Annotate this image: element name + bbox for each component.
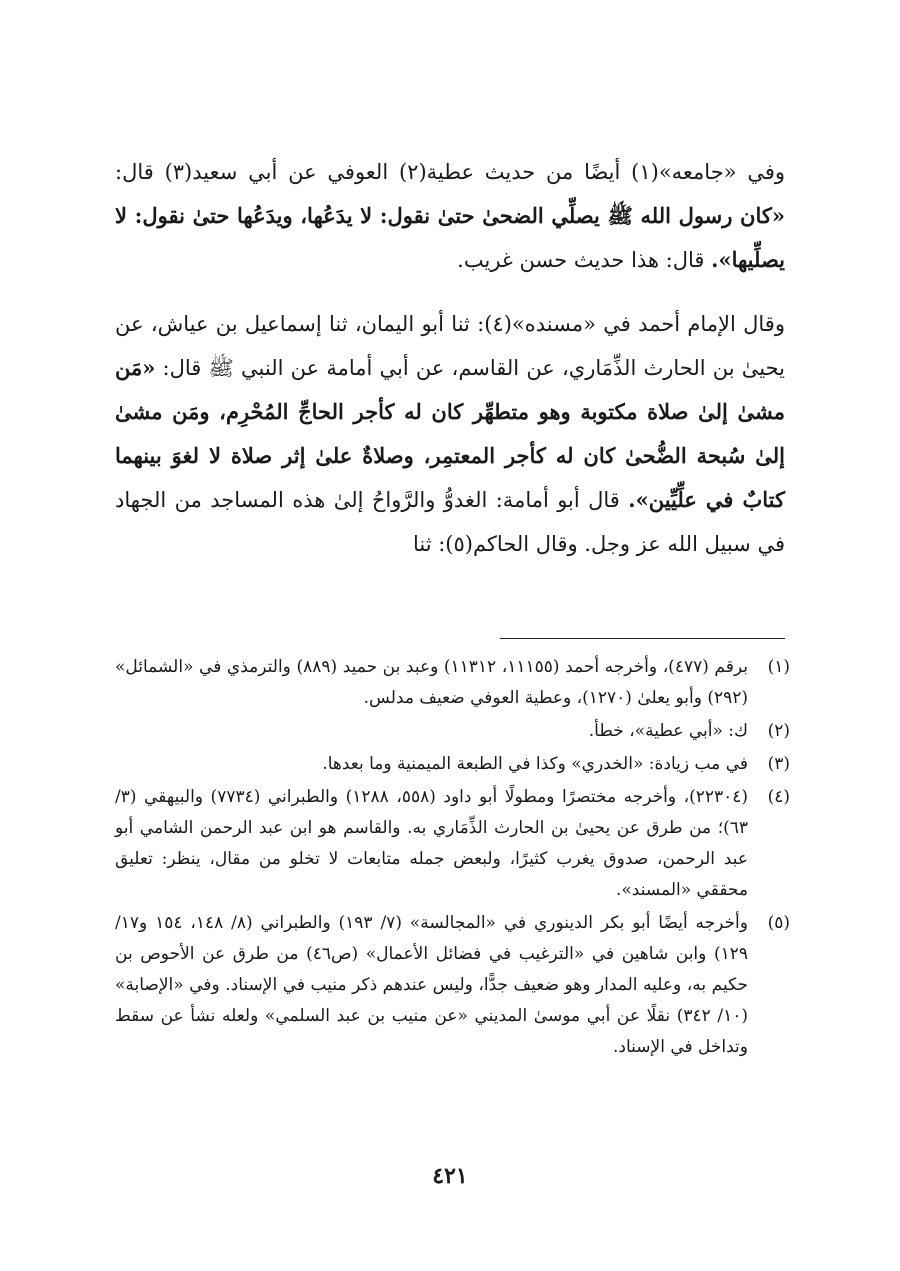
footnote xyxy=(115,749,790,780)
footnote xyxy=(115,782,790,906)
footnote-text: ك: «أبي عطية»، خطأ. xyxy=(588,721,748,741)
footnote-text: وأخرجه أيضًا أبو بكر الدينوري في «المجالسة» (٧/ ١٩٣) والطبراني (٨/ ١٤٨، ١٥٤ و١٧/ ١٢٩) وابن شاهين في «الترغيب في فضائل الأعمال» (ص٤٦) من طرق عن الأحوص بن حكيم به، وعليه المدار وهو ضعيف جدًّا، وليس عندهم ذكر منيب في الإسناد. وفي «الإصابة» (١٠/ ٣٤٢) نقلًا عن أبي موسىٰ المديني «عن منيب بن عبد السلمي» ولعله نشأ عن سقط وتداخل في الإسناد. xyxy=(115,913,748,1057)
footnote-number: (٤) xyxy=(767,787,790,807)
page-number: ٤٢١ xyxy=(432,1163,468,1189)
paragraph-2-intro: وقال الإمام أحمد في «مسنده»(٤): ثنا أبو اليمان، ثنا إسماعيل بن عياش، عن يحيىٰ بن الحارث الذِّمَاري، عن القاسم، عن أبي أمامة عن النبي ﷺ قال: xyxy=(115,312,785,380)
footnote xyxy=(115,652,790,714)
footnote-text: (٢٢٣٠٤)، وأخرجه مختصرًا ومطولًا أبو داود (٥٥٨، ١٢٨٨) والطبراني (٧٧٣٤) والبيهقي (٣/ ٦٣)؛ من طرق عن يحيىٰ بن الحارث الذِّمَاري به. والقاسم هو ابن عبد الرحمن الشامي أبو عبد الرحمن، صدوق يغرب كثيرًا، ولبعض جمله متابعات لا تخلو من مقال، ينظر: تعليق محققي «المسند». xyxy=(115,787,749,900)
main-text xyxy=(115,150,785,566)
footnote-number: (٥) xyxy=(767,913,790,933)
footnote xyxy=(115,908,790,1063)
footnote-number: (١) xyxy=(767,657,790,677)
footnote-divider xyxy=(500,638,785,639)
footnote-number: (٢) xyxy=(767,721,790,741)
paragraph-2-outro: قال أبو أمامة: الغدوُّ والرَّواحُ إلىٰ هذه المساجد من الجهاد في سبيل الله عز وجل. وقال الحاكم(٥): ثنا xyxy=(115,488,785,556)
paragraph-1 xyxy=(115,150,785,282)
paragraph-1-intro: وفي «جامعه»(١) أيضًا من حديث عطية(٢) العوفي عن أبي سعيد(٣) قال: xyxy=(115,160,786,184)
hadith-quote-1: «كان رسول الله ﷺ يصلِّي الضحىٰ حتىٰ نقول: لا يدَعُها، ويدَعُها حتىٰ نقول: لا يصلِّيها». xyxy=(115,203,785,272)
footnote-text: برقم (٤٧٧)، وأخرجه أحمد (١١١٥٥، ١١٣١٢) وعبد بن حميد (٨٨٩) والترمذي في «الشمائل» (٢٩٢) وأبو يعلىٰ (١٢٧٠)، وعطية العوفي ضعيف مدلس. xyxy=(115,657,748,708)
footnote-text: في مب زيادة: «الخدري» وكذا في الطبعة الميمنية وما بعدها. xyxy=(322,754,748,774)
footnote-number: (٣) xyxy=(767,754,790,774)
hadith-quote-2: «مَن مشىٰ إلىٰ صلاة مكتوبة وهو متطهِّر كان له كأجر الحاجِّ المُحْرِم، ومَن مشىٰ إلىٰ سُبحة الضُّحىٰ كان له كأجر المعتمِر، وصلاةٌ علىٰ إثر صلاة لا لغوَ بينهما كتابٌ في علِّيِّين». xyxy=(115,355,786,512)
footnotes xyxy=(115,652,790,1065)
footnote xyxy=(115,716,790,747)
paragraph-1-outro: قال: هذا حديث حسن غريب. xyxy=(457,248,712,272)
paragraph-2 xyxy=(115,302,785,566)
